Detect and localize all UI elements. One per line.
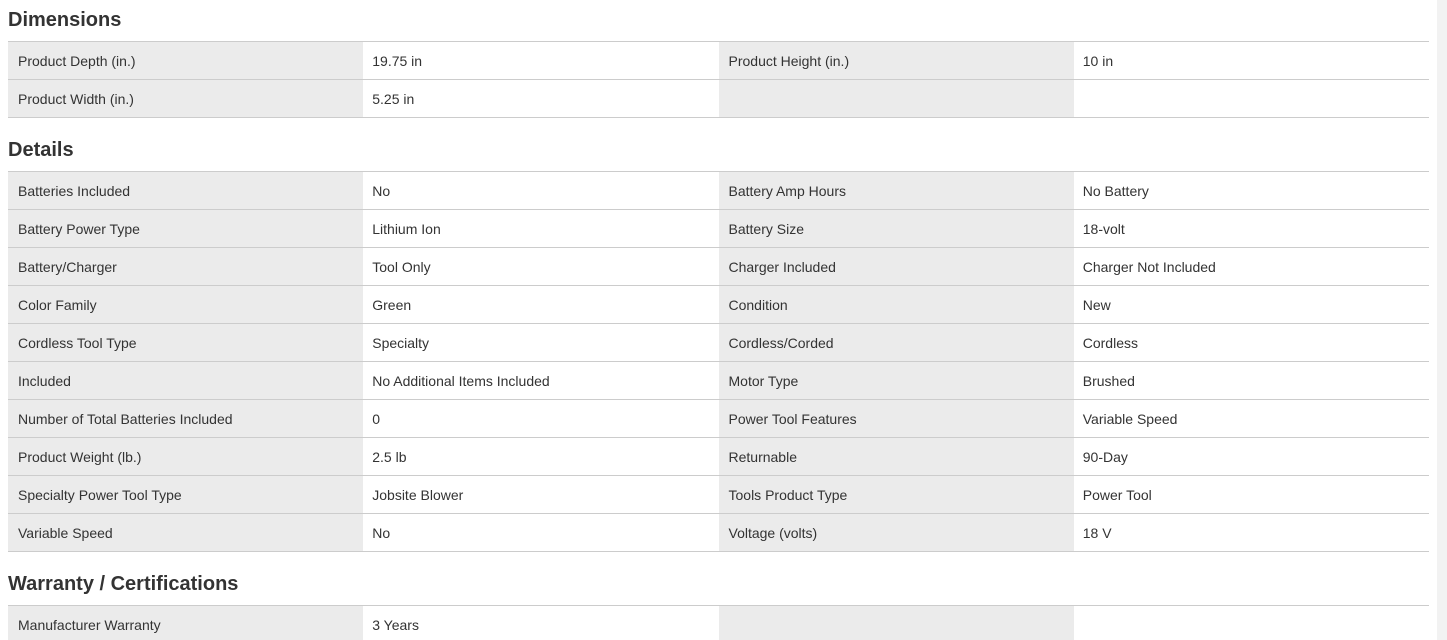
spec-label-cell: [719, 606, 1074, 640]
spec-value-cell: No Battery: [1074, 172, 1429, 209]
spec-table-dimensions: [8, 41, 1429, 118]
spec-value-cell: Charger Not Included: [1074, 248, 1429, 285]
spec-row: [8, 514, 1429, 552]
spec-label-cell: Batteries Included: [8, 172, 363, 209]
spec-value-cell: New: [1074, 286, 1429, 323]
spec-row: [8, 324, 1429, 362]
spec-row: [8, 606, 1429, 640]
spec-label-cell: Battery Size: [719, 210, 1074, 247]
spec-value-cell: Variable Speed: [1074, 400, 1429, 437]
spec-label-cell: Product Depth (in.): [8, 42, 363, 79]
spec-label-cell: Condition: [719, 286, 1074, 323]
spec-label-cell: Included: [8, 362, 363, 399]
spec-row: [8, 42, 1429, 80]
spec-label-cell: Returnable: [719, 438, 1074, 475]
spec-label-cell: Tools Product Type: [719, 476, 1074, 513]
scrollbar-track[interactable]: [1437, 0, 1447, 640]
spec-row: [8, 286, 1429, 324]
spec-row: [8, 248, 1429, 286]
spec-label-cell: Cordless/Corded: [719, 324, 1074, 361]
spec-row: [8, 438, 1429, 476]
spec-row: [8, 476, 1429, 514]
section-title-details: Details: [8, 139, 74, 161]
spec-value-cell: 0: [363, 400, 718, 437]
spec-value-cell: Jobsite Blower: [363, 476, 718, 513]
spec-table-warranty-certifications: [8, 605, 1429, 640]
product-specifications: [8, 0, 1429, 640]
spec-value-cell: 5.25 in: [363, 80, 718, 117]
spec-value-cell: 10 in: [1074, 42, 1429, 79]
spec-value-cell: Tool Only: [363, 248, 718, 285]
spec-value-cell: 19.75 in: [363, 42, 718, 79]
spec-label-cell: Color Family: [8, 286, 363, 323]
spec-label-cell: Variable Speed: [8, 514, 363, 551]
section-title-warranty-certifications: Warranty / Certifications: [8, 573, 239, 595]
spec-value-cell: Brushed: [1074, 362, 1429, 399]
spec-value-cell: No Additional Items Included: [363, 362, 718, 399]
spec-label-cell: Voltage (volts): [719, 514, 1074, 551]
spec-label-cell: Cordless Tool Type: [8, 324, 363, 361]
spec-value-cell: 18-volt: [1074, 210, 1429, 247]
spec-label-cell: Battery Amp Hours: [719, 172, 1074, 209]
spec-value-cell: No: [363, 172, 718, 209]
spec-label-cell: [719, 80, 1074, 117]
spec-label-cell: Battery/Charger: [8, 248, 363, 285]
spec-label-cell: Battery Power Type: [8, 210, 363, 247]
spec-label-cell: Motor Type: [719, 362, 1074, 399]
spec-value-cell: No: [363, 514, 718, 551]
spec-row: [8, 80, 1429, 118]
spec-row: [8, 400, 1429, 438]
spec-value-cell: 3 Years: [363, 606, 718, 640]
spec-row: [8, 362, 1429, 400]
spec-value-cell: 90-Day: [1074, 438, 1429, 475]
spec-label-cell: Manufacturer Warranty: [8, 606, 363, 640]
spec-value-cell: [1074, 80, 1429, 117]
spec-label-cell: Product Width (in.): [8, 80, 363, 117]
spec-value-cell: 2.5 lb: [363, 438, 718, 475]
spec-label-cell: Number of Total Batteries Included: [8, 400, 363, 437]
spec-label-cell: Power Tool Features: [719, 400, 1074, 437]
spec-label-cell: Charger Included: [719, 248, 1074, 285]
spec-value-cell: Green: [363, 286, 718, 323]
spec-value-cell: Specialty: [363, 324, 718, 361]
spec-value-cell: Lithium Ion: [363, 210, 718, 247]
spec-value-cell: Cordless: [1074, 324, 1429, 361]
spec-row: [8, 210, 1429, 248]
spec-table-details: [8, 171, 1429, 552]
spec-label-cell: Product Weight (lb.): [8, 438, 363, 475]
spec-row: [8, 172, 1429, 210]
section-title-dimensions: Dimensions: [8, 9, 122, 31]
spec-value-cell: [1074, 606, 1429, 640]
spec-value-cell: Power Tool: [1074, 476, 1429, 513]
spec-label-cell: Product Height (in.): [719, 42, 1074, 79]
spec-value-cell: 18 V: [1074, 514, 1429, 551]
spec-label-cell: Specialty Power Tool Type: [8, 476, 363, 513]
